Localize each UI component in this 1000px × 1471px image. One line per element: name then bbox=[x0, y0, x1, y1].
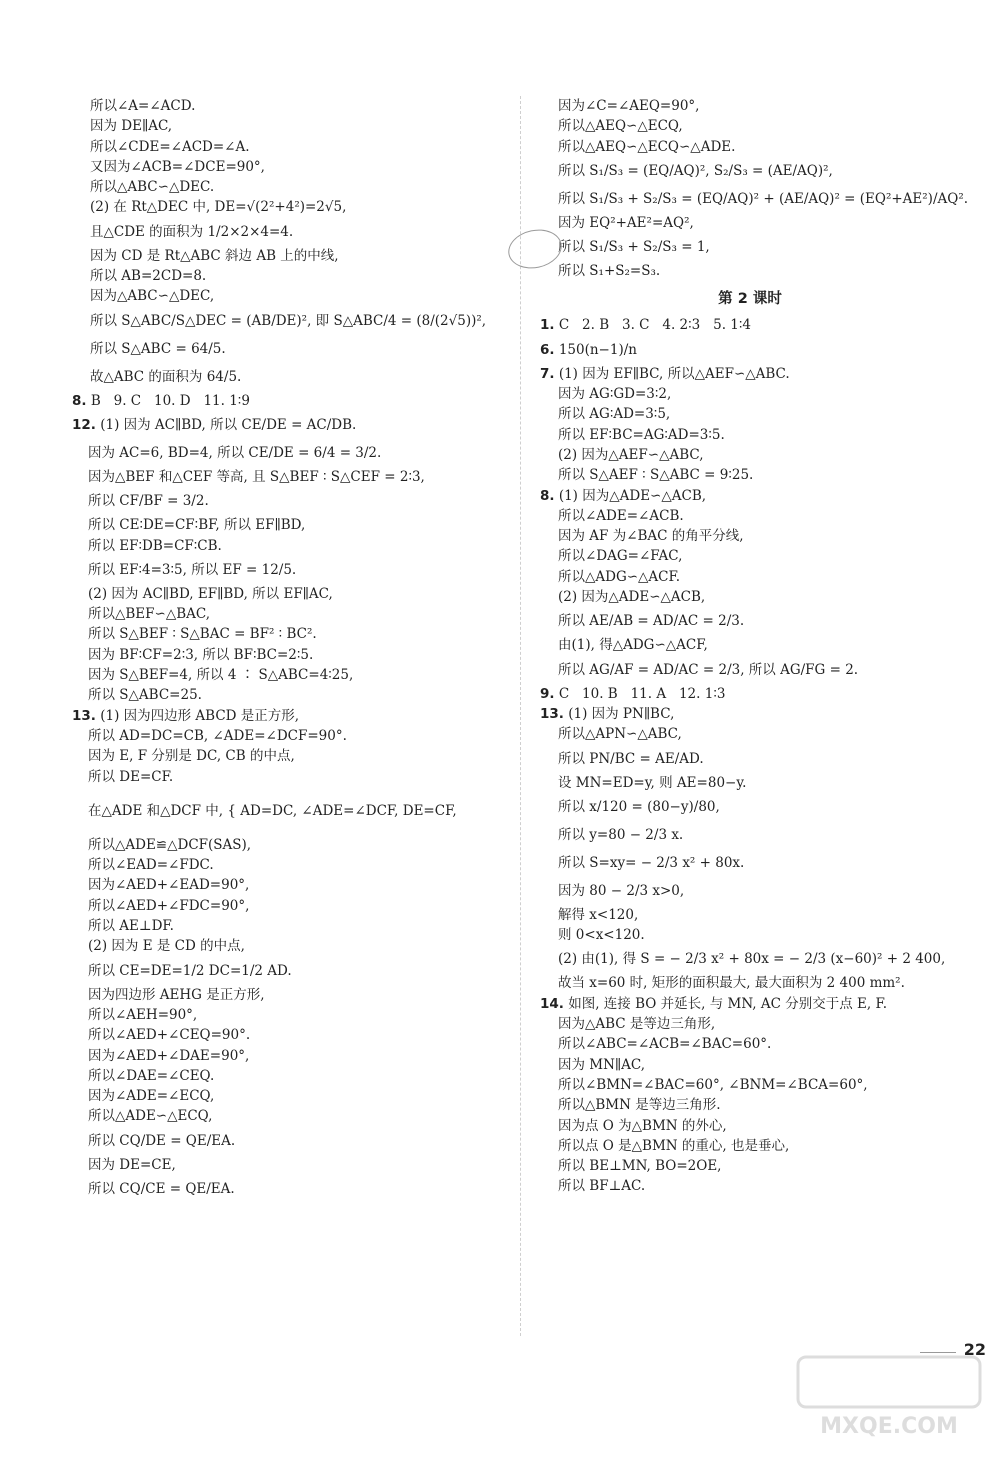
text-line bbox=[72, 157, 492, 177]
line-text: 所以 x/120 = (80−y)/80, bbox=[558, 798, 720, 815]
text-line bbox=[72, 957, 492, 985]
line-text: 所以△BMN 是等边三角形. bbox=[558, 1097, 721, 1114]
text-line bbox=[540, 1075, 960, 1095]
text-line bbox=[72, 1046, 492, 1066]
question-number: 8. bbox=[540, 487, 555, 504]
text-line bbox=[540, 724, 960, 744]
text-line bbox=[72, 335, 492, 363]
text-line bbox=[540, 905, 960, 925]
text-line bbox=[72, 1005, 492, 1025]
line-text: 所以 S△BEF ∶ S△BAC = BF² ∶ BC². bbox=[88, 626, 317, 643]
line-text: 所以∠CDE=∠ACD=∠A. bbox=[90, 138, 250, 155]
text-line bbox=[540, 116, 960, 136]
line-text: 所以∠BMN=∠BAC=60°, ∠BNM=∠BCA=60°, bbox=[558, 1076, 868, 1093]
line-text: 所以 S△AEF ∶ S△ABC = 9∶25. bbox=[558, 467, 754, 484]
line-text: 所以∠ADE=∠ACB. bbox=[558, 507, 684, 524]
line-text: C 2. B 3. C 4. 2∶3 5. 1∶4 bbox=[554, 317, 751, 334]
line-text: (2) 因为△AEF∽△ABC, bbox=[558, 446, 704, 463]
left-column bbox=[72, 96, 492, 1203]
line-text: 因为∠AED+∠DAE=90°, bbox=[88, 1047, 250, 1064]
line-text: 又因为∠ACB=∠DCE=90°, bbox=[90, 158, 265, 175]
text-line bbox=[72, 246, 492, 266]
line-text: 所以△APN∽△ABC, bbox=[558, 726, 682, 743]
line-text: (1) 因为 EF∥BC, 所以△AEF∽△ABC. bbox=[554, 365, 790, 382]
page-number: 22 bbox=[963, 1340, 986, 1359]
line-text: 所以∠ABC=∠ACB=∠BAC=60°. bbox=[558, 1036, 772, 1053]
question-number: 14. bbox=[540, 995, 564, 1012]
line-text: 所以 S₁/S₃ + S₂/S₃ = 1, bbox=[558, 239, 710, 256]
text-line bbox=[540, 425, 960, 445]
text-line bbox=[540, 364, 960, 384]
text-line bbox=[72, 685, 492, 705]
text-line bbox=[540, 567, 960, 587]
text-line bbox=[72, 286, 492, 306]
text-line bbox=[72, 363, 492, 391]
line-text: 所以 S₁/S₃ = (EQ/AQ)², S₂/S₃ = (AE/AQ)², bbox=[558, 162, 833, 179]
question-number: 13. bbox=[72, 707, 96, 724]
line-text: 故△ABC 的面积为 64/5. bbox=[90, 368, 242, 385]
line-text: 所以∠AED+∠FDC=90°, bbox=[88, 897, 250, 914]
text-line bbox=[72, 645, 492, 665]
line-text: 因为 DE=CE, bbox=[88, 1156, 176, 1173]
text-line bbox=[72, 556, 492, 584]
line-text: 所以 S△ABC/S△DEC = (AB/DE)², 即 S△ABC/4 = (8/(2√5))², bbox=[90, 312, 487, 329]
text-line bbox=[72, 177, 492, 197]
text-line bbox=[72, 1086, 492, 1106]
text-line bbox=[540, 945, 960, 973]
line-text: 所以△ABC∽△DEC. bbox=[90, 179, 215, 196]
line-text: 所以 EF∶DB=CF∶CB. bbox=[88, 537, 222, 554]
line-text: 所以 CF/BF = 3/2. bbox=[88, 493, 209, 510]
text-line bbox=[72, 116, 492, 136]
line-text: 因为△ABC∽△DEC, bbox=[90, 288, 215, 305]
line-text: 因为∠C=∠AEQ=90°, bbox=[558, 98, 700, 114]
line-text: 所以 AD=DC=CB, ∠ADE=∠DCF=90°. bbox=[88, 727, 347, 744]
text-line bbox=[72, 1066, 492, 1086]
line-text: 因为△ABC 是等边三角形, bbox=[558, 1016, 716, 1033]
question-number: 9. bbox=[540, 685, 555, 702]
text-line bbox=[540, 994, 960, 1014]
line-text: 解得 x<120, bbox=[558, 906, 639, 923]
text-line bbox=[540, 486, 960, 506]
text-line bbox=[72, 515, 492, 535]
line-text: 所以∠EAD=∠FDC. bbox=[88, 857, 214, 874]
line-text: 所以∠A=∠ACD. bbox=[90, 98, 196, 114]
line-text: 所以 CE=DE=1/2 DC=1/2 AD. bbox=[88, 962, 292, 979]
text-line bbox=[72, 896, 492, 916]
line-text: 因为 S△BEF=4, 所以 4 ∶ S△ABC=4∶25, bbox=[88, 667, 354, 684]
text-line bbox=[540, 745, 960, 773]
question-number: 13. bbox=[540, 705, 564, 722]
line-text: 因为 AF 为∠BAC 的角平分线, bbox=[558, 528, 744, 545]
text-line bbox=[540, 96, 960, 116]
text-line bbox=[540, 157, 960, 185]
line-text: 则 0<x<120. bbox=[558, 927, 645, 944]
line-text: 因为∠AED+∠EAD=90°, bbox=[88, 877, 250, 894]
line-text: 150(n−1)/n bbox=[554, 341, 637, 358]
line-text: 因为 BF∶CF=2∶3, 所以 BF∶BC=2∶5. bbox=[88, 646, 314, 663]
line-text: 所以 BE⊥MN, BO=2OE, bbox=[558, 1158, 722, 1175]
text-line bbox=[72, 855, 492, 875]
text-line bbox=[540, 445, 960, 465]
text-line bbox=[540, 1014, 960, 1034]
text-line bbox=[72, 835, 492, 855]
text-line bbox=[540, 233, 960, 261]
column-divider bbox=[520, 96, 521, 1336]
line-text: (1) 因为 PN∥BC, bbox=[563, 705, 675, 722]
line-text: 所以 CE∶DE=CF∶BF, 所以 EF∥BD, bbox=[88, 517, 306, 534]
text-line bbox=[72, 1155, 492, 1175]
text-line bbox=[540, 849, 960, 877]
text-line bbox=[540, 137, 960, 157]
question-number: 8. bbox=[72, 392, 87, 409]
text-line bbox=[72, 985, 492, 1005]
question-number: 7. bbox=[540, 365, 555, 382]
text-line bbox=[540, 793, 960, 821]
line-text: 因为△BEF 和△CEF 等高, 且 S△BEF ∶ S△CEF = 2∶3, bbox=[88, 468, 425, 485]
line-text: 所以 AB=2CD=8. bbox=[90, 268, 207, 285]
line-text: 所以 S△ABC = 64/5. bbox=[90, 340, 226, 357]
text-line bbox=[540, 465, 960, 485]
text-line bbox=[540, 925, 960, 945]
text-line bbox=[540, 261, 960, 281]
line-text: 因为 AC=6, BD=4, 所以 CE/DE = 6/4 = 3/2. bbox=[88, 444, 382, 461]
line-text: 且△CDE 的面积为 1/2×2×4=4. bbox=[90, 223, 294, 240]
line-text: 所以 S₁+S₂=S₃. bbox=[558, 263, 661, 280]
line-text: 所以△ADE∽△ECQ, bbox=[88, 1108, 213, 1125]
line-text: 所以 AE/AB = AD/AC = 2/3. bbox=[558, 613, 745, 630]
line-text: 所以△BEF∽△BAC, bbox=[88, 606, 211, 623]
text-line bbox=[72, 787, 492, 835]
text-line bbox=[540, 546, 960, 566]
text-line bbox=[72, 706, 492, 726]
line-text: 所以∠DAG=∠FAC, bbox=[558, 548, 683, 565]
line-text: 所以 BF⊥AC. bbox=[558, 1178, 646, 1195]
line-text: 所以∠AED+∠CEQ=90°. bbox=[88, 1027, 251, 1044]
line-text: 所以 AG∶AD=3∶5, bbox=[558, 406, 671, 423]
text-line bbox=[540, 336, 960, 364]
text-line bbox=[540, 877, 960, 905]
line-text: C 10. B 11. A 12. 1∶3 bbox=[554, 685, 726, 702]
line-text: 因为 80 − 2/3 x>0, bbox=[558, 882, 685, 899]
line-text: 因为 CD 是 Rt△ABC 斜边 AB 上的中线, bbox=[90, 247, 339, 264]
text-line bbox=[72, 197, 492, 217]
text-line bbox=[72, 604, 492, 624]
line-text: 所以△ADG∽△ACF. bbox=[558, 568, 681, 585]
line-text: 所以∠DAE=∠CEQ. bbox=[88, 1067, 215, 1084]
watermark-text: MXQE.COM bbox=[820, 1414, 958, 1439]
text-line bbox=[540, 684, 960, 704]
line-text: (2) 因为△ADE∽△ACB, bbox=[558, 589, 706, 606]
line-text: (1) 因为四边形 ABCD 是正方形, bbox=[95, 707, 300, 724]
line-text: 所以△ADE≌△DCF(SAS), bbox=[88, 836, 252, 853]
text-line bbox=[540, 1055, 960, 1075]
line-text: 因为 EQ²+AE²=AQ², bbox=[558, 214, 694, 231]
line-text: (2) 由(1), 得 S = − 2/3 x² + 80x = − 2/3 (x−60)² + 2 400, bbox=[558, 951, 946, 968]
line-text: 所以 S=xy= − 2/3 x² + 80x. bbox=[558, 854, 745, 871]
question-number: 12. bbox=[72, 416, 96, 433]
text-line bbox=[540, 1176, 960, 1196]
line-text: 因为 E, F 分别是 DC, CB 的中点, bbox=[88, 748, 295, 765]
text-line bbox=[72, 767, 492, 787]
text-line bbox=[540, 704, 960, 724]
line-text: 在△ADE 和△DCF 中, { AD=DC, ∠ADE=∠DCF, DE=CF, bbox=[88, 802, 457, 819]
question-number: 1. bbox=[540, 317, 555, 334]
line-text: 所以△AEQ∽△ECQ, bbox=[558, 118, 683, 135]
line-text: 因为四边形 AEHG 是正方形, bbox=[88, 986, 265, 1003]
line-text: 所以 CQ/CE = QE/EA. bbox=[88, 1180, 235, 1197]
text-line bbox=[540, 1116, 960, 1136]
line-text: 因为∠ADE=∠ECQ, bbox=[88, 1088, 215, 1105]
line-text: (1) 因为△ADE∽△ACB, bbox=[554, 487, 707, 504]
text-line bbox=[72, 1175, 492, 1203]
line-text: 所以点 O 是△BMN 的重心, 也是垂心, bbox=[558, 1137, 790, 1154]
text-line bbox=[540, 587, 960, 607]
text-line bbox=[72, 439, 492, 467]
line-text: 所以 S₁/S₃ + S₂/S₃ = (EQ/AQ)² + (AE/AQ)² = (EQ²+AE²)/AQ². bbox=[558, 190, 969, 207]
line-text: 所以∠AEH=90°, bbox=[88, 1006, 198, 1023]
text-line bbox=[540, 1034, 960, 1054]
line-text: 因为 DE∥AC, bbox=[90, 118, 173, 135]
line-text: 因为 AG∶GD=3∶2, bbox=[558, 386, 672, 403]
text-line bbox=[72, 746, 492, 766]
right-column-continuation bbox=[540, 96, 969, 281]
line-text: 所以△AEQ∽△ECQ∽△ADE. bbox=[558, 138, 736, 155]
right-column bbox=[540, 96, 969, 1197]
line-text: 因为点 O 为△BMN 的外心, bbox=[558, 1117, 727, 1134]
watermark-logo bbox=[794, 1353, 984, 1443]
text-line bbox=[540, 404, 960, 424]
line-text: (2) 在 Rt△DEC 中, DE=√(2²+4²)=2√5, bbox=[90, 199, 347, 216]
line-text: (1) 因为 AC∥BD, 所以 CE/DE = AC/DB. bbox=[95, 416, 357, 433]
section-heading: 第 2 课时 bbox=[718, 291, 782, 308]
line-text: 所以 S△ABC=25. bbox=[88, 687, 202, 704]
text-line bbox=[72, 487, 492, 515]
text-line bbox=[72, 665, 492, 685]
text-line bbox=[72, 936, 492, 956]
line-text: 所以 y=80 − 2/3 x. bbox=[558, 826, 684, 843]
text-line bbox=[72, 916, 492, 936]
text-line bbox=[72, 391, 492, 411]
line-text: 设 MN=ED=y, 则 AE=80−y. bbox=[558, 774, 747, 791]
right-column-answers bbox=[540, 315, 960, 1196]
line-text: 所以 DE=CF. bbox=[88, 768, 174, 785]
text-line bbox=[540, 526, 960, 546]
text-line bbox=[540, 973, 960, 993]
question-number: 6. bbox=[540, 341, 555, 358]
text-line bbox=[72, 467, 492, 487]
line-text: 所以 EF∶4=3∶5, 所以 EF = 12/5. bbox=[88, 561, 297, 578]
text-line bbox=[540, 213, 960, 233]
line-text: (2) 因为 AC∥BD, EF∥BD, 所以 EF∥AC, bbox=[88, 585, 333, 602]
text-line bbox=[72, 1127, 492, 1155]
line-text: 所以 CQ/DE = QE/EA. bbox=[88, 1132, 236, 1149]
line-text: 所以 PN/BC = AE/AD. bbox=[558, 750, 704, 767]
text-line bbox=[540, 607, 960, 635]
text-line bbox=[540, 821, 960, 849]
text-line bbox=[72, 96, 492, 116]
text-line bbox=[72, 624, 492, 644]
line-text: 因为 MN∥AC, bbox=[558, 1056, 646, 1073]
text-line bbox=[540, 635, 960, 655]
text-line bbox=[540, 1156, 960, 1176]
text-line bbox=[540, 315, 960, 335]
text-line bbox=[72, 1025, 492, 1045]
text-line bbox=[72, 584, 492, 604]
line-text: 如图, 连接 BO 并延长, 与 MN, AC 分别交于点 E, F. bbox=[563, 995, 887, 1012]
line-text: 所以 AG/AF = AD/AC = 2/3, 所以 AG/FG = 2. bbox=[558, 661, 859, 678]
text-line bbox=[72, 266, 492, 286]
text-line bbox=[72, 726, 492, 746]
text-line bbox=[540, 185, 969, 213]
text-line bbox=[540, 384, 960, 404]
text-line bbox=[540, 656, 960, 684]
text-line bbox=[72, 536, 492, 556]
text-line bbox=[72, 1106, 492, 1126]
text-line bbox=[540, 1095, 960, 1115]
line-text: (2) 因为 E 是 CD 的中点, bbox=[88, 938, 245, 955]
text-line bbox=[540, 1136, 960, 1156]
text-line bbox=[540, 773, 960, 793]
text-line bbox=[72, 875, 492, 895]
text-line bbox=[540, 506, 960, 526]
text-line bbox=[72, 218, 492, 246]
line-text: 故当 x=60 时, 矩形的面积最大, 最大面积为 2 400 mm². bbox=[558, 975, 905, 992]
line-text: B 9. C 10. D 11. 1∶9 bbox=[86, 392, 250, 409]
line-text: 所以 AE⊥DF. bbox=[88, 918, 174, 935]
line-text: 由(1), 得△ADG∽△ACF, bbox=[558, 637, 708, 654]
text-line bbox=[72, 137, 492, 157]
line-text: 所以 EF∶BC=AG∶AD=3∶5. bbox=[558, 426, 725, 443]
text-line bbox=[72, 411, 492, 439]
text-line bbox=[72, 307, 492, 335]
